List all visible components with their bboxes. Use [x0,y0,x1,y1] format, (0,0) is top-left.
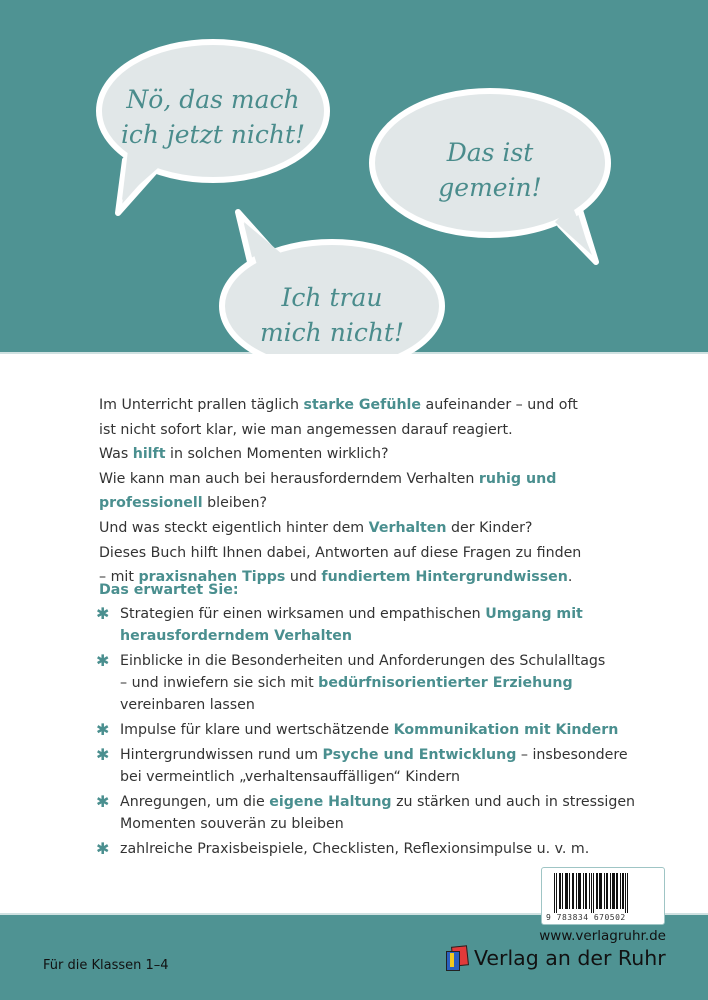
text: bleiben? [202,495,268,512]
text: Hintergrundwissen rund um [120,747,323,763]
text: und [285,569,322,586]
list-item [96,719,656,741]
feature-list [96,603,656,860]
highlight: Kommunikation mit Kindern [393,722,619,738]
text: der Kinder? [446,519,533,536]
intro-line [99,516,639,541]
bubble-2-line-1: Das ist [446,138,534,167]
highlight: starke Gefühle [303,397,422,413]
intro-line [99,442,639,467]
list-item [96,603,656,647]
text: in solchen Momenten wirklich? [165,446,389,463]
highlight: hilft [132,446,166,463]
text: Impulse für klare und wertschätzende [120,722,394,738]
highlight: eigene Haltung [269,794,392,810]
text: Was [99,446,133,463]
bubble-3-line-1: Ich trau [281,283,383,312]
asterisk-bullet-icon: ✱ [96,745,110,764]
list-item [96,650,656,716]
text: – insbesondere [516,747,628,763]
highlight: Psyche und Entwicklung [322,747,517,763]
grade-level: Für die Klassen 1–4 [43,958,169,973]
text: Einblicke in die Besonderheiten und Anforderungen des Schulalltags [120,653,606,669]
intro-line: Dieses Buch hilft Ihnen dabei, Antworten auf diese Fragen zu finden [99,544,582,561]
isbn-barcode [541,867,665,925]
text: aufeinander – und oft [421,397,578,413]
intro-line: ist nicht sofort klar, wie man angemessen darauf reagiert. [99,421,513,438]
intro-line [99,467,639,492]
asterisk-bullet-icon: ✱ [96,651,110,670]
highlight: praxisnahen Tipps [138,569,286,586]
highlight: Umgang mit [485,606,583,622]
list-item [96,838,656,860]
text: zu stärken und auch in stressigen [391,794,636,810]
intro-text [99,393,639,590]
publisher-logo [446,946,666,970]
bubble-1-line-2: ich jetzt nicht! [120,120,306,149]
asterisk-bullet-icon: ✱ [96,792,110,811]
highlight: ruhig und [478,470,557,487]
publisher-name: Verlag an der Ruhr [474,946,666,970]
text: Strategien für einen wirksamen und empathischen [120,606,486,622]
book-logo-icon [446,946,468,970]
bubble-2-line-2: gemein! [438,173,542,202]
highlight: fundiertem Hintergrundwissen [321,569,568,586]
text: Wie kann man auch bei herausforderndem Verhalten [99,470,479,487]
text: Und was steckt eigentlich hinter dem [99,519,369,536]
highlight: herausforderndem Verhalten [120,628,352,644]
bubble-3-text [247,280,417,350]
text: Im Unterricht prallen täglich [99,397,304,413]
bubble-1-text [113,82,313,152]
text: vereinbaren lassen [120,697,255,713]
text: bei vermeintlich „verhaltensauffälligen“ Kindern [120,769,460,785]
text: – mit [99,569,139,586]
intro-line [99,393,639,418]
text: Anregungen, um die [120,794,270,810]
asterisk-bullet-icon: ✱ [96,839,110,858]
asterisk-bullet-icon: ✱ [96,720,110,739]
publisher-website[interactable]: www.verlagruhr.de [539,928,666,944]
highlight: professionell [99,495,203,512]
text: – und inwiefern sie sich mit [120,675,319,691]
bubble-3-line-2: mich nicht! [259,318,405,347]
highlight: bedürfnisorientierter Erziehung [318,675,573,691]
list-item [96,791,656,835]
intro-line [99,491,639,516]
asterisk-bullet-icon: ✱ [96,604,110,623]
bubble-1-line-1: Nö, das mach [126,85,300,114]
barcode-bars [554,873,656,913]
bubble-2-text [400,135,580,205]
text: . [567,569,573,586]
isbn-digits: 9 783834 670502 [546,913,626,922]
text: zahlreiche Praxisbeispiele, Checklisten, Reflexionsimpulse u. v. m. [120,841,590,857]
text: Momenten souverän zu bleiben [120,816,344,832]
list-item [96,744,656,788]
section-title: Das erwartet Sie: [99,582,239,598]
highlight: Verhalten [368,519,447,536]
